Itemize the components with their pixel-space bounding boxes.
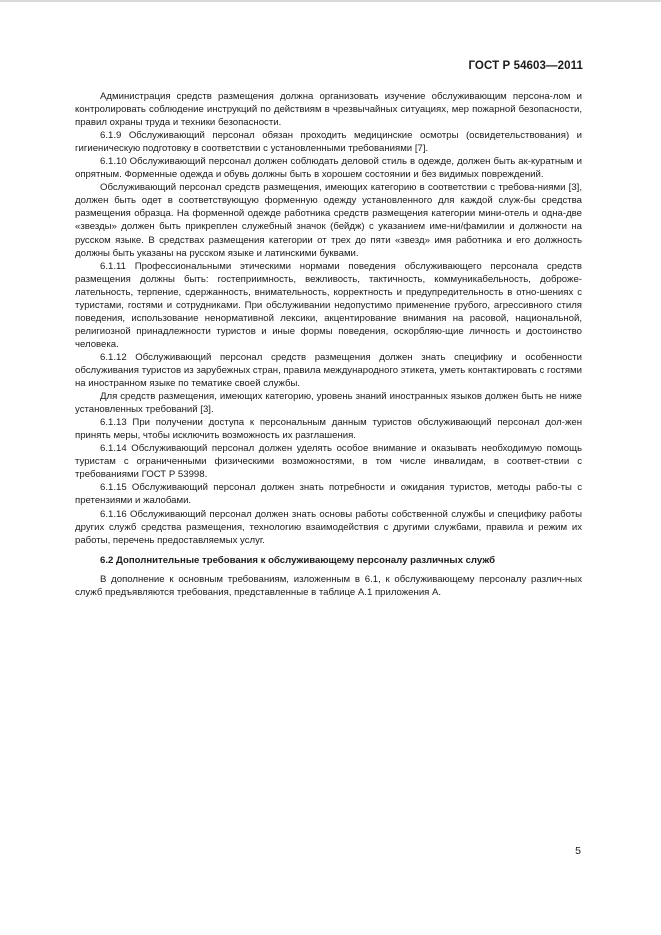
paragraph-6-1-11: 6.1.11 Профессиональными этическими нормами поведения обслуживающего персонала средств размещения должны быть: гостеприимность, вежливость, тактичность, коммуникабельность, доброже-лательность, терпение, сдержанность, внимательность, корректность и предупредительность в отно-шениях с туристами, гостями и сотрудниками. При обслуживании недопустимо применение грубого, агрессивного стиля поведения, использование ненормативной лексики, акцентирование внимания на расовой, национальной, религиозной принадлежности туристов и иные формы поведения, оскорбляю-щие личность и достоинство человека. (75, 260, 582, 350)
paragraph-admin: Администрация средств размещения должна организовать изучение обслуживающим персона-лом и контролировать соблюдение инструкций по действиям в чрезвычайных ситуациях, мер пожарной безопасности, правил охраны труда и техники безопасности. (75, 91, 582, 129)
paragraph-6-1-14: 6.1.14 Обслуживающий персонал должен уделять особое внимание и оказывать необходимую помощь туристам с ограниченными физическими возможностями, в том числе инвалидам, в соответ-ствии с требованиями ГОСТ Р 53998. (75, 443, 582, 481)
paragraph-uniform: Обслуживающий персонал средств размещения, имеющих категорию в соответствии с требова-ниями [3], должен быть одет в соответствующую форменную одежду установленного для каждой служ-бы средства размещения образца. На форменной одежде работника средств размещения категории мини-отель и одна-две «звезды» должен быть прикреплен служебный значок (бейдж) с указанием име-ни/фамилии и должности на русском языке. В средствах размещения категории от трех до пяти «звезд» имя работника и его должность должны быть указаны на русском языке и латинскими буквами. (75, 182, 582, 259)
paragraph-6-1-12: 6.1.12 Обслуживающий персонал средств размещения должен знать специфику и особенности обслуживания туристов из зарубежных стран, правила международного этикета, уметь контактировать с гостями на иностранном языке по тематике своей службы. (75, 351, 582, 390)
standard-designation: ГОСТ Р 54603—2011 (468, 60, 583, 72)
paragraph-6-1-15: 6.1.15 Обслуживающий персонал должен знать потребности и ожидания туристов, методы рабо-ты с претензиями и жалобами. (75, 482, 582, 507)
paragraph-6-1-10: 6.1.10 Обслуживающий персонал должен соблюдать деловой стиль в одежде, должен быть ак-куратным и опрятным. Форменные одежда и обувь должны быть в хорошем состоянии и без видимых повреждений. (75, 156, 582, 181)
paragraph-6-2-text: В дополнение к основным требованиям, изложенным в 6.1, к обслуживающему персоналу различ-ных служб предъявляются требования, представленные в таблице А.1 приложения А. (75, 573, 582, 598)
page-top-edge (0, 0, 661, 2)
paragraph-languages: Для средств размещения, имеющих категорию, уровень знаний иностранных языков должен быть не ниже установленных требований [3]. (75, 391, 582, 416)
document-body (75, 90, 582, 599)
paragraph-6-1-13: 6.1.13 При получении доступа к персональным данным туристов обслуживающий персонал дол-жен принять меры, чтобы исключить возможность их разглашения. (75, 417, 582, 442)
paragraph-6-1-16: 6.1.16 Обслуживающий персонал должен знать основы работы собственной службы и специфику работы других служб средства размещения, технологию взаимодействия с другими службами, правила и режим их работы, перечень предоставляемых услуг. (75, 508, 582, 546)
section-heading-6-2: 6.2 Дополнительные требования к обслуживающему персоналу различных служб (100, 554, 496, 566)
page-number: 5 (575, 845, 581, 857)
paragraph-6-1-9: 6.1.9 Обслуживающий персонал обязан проходить медицинские осмотры (освидетельствования) и гигиеническую подготовку в соответствии с установленными требованиями [7]. (75, 130, 582, 155)
